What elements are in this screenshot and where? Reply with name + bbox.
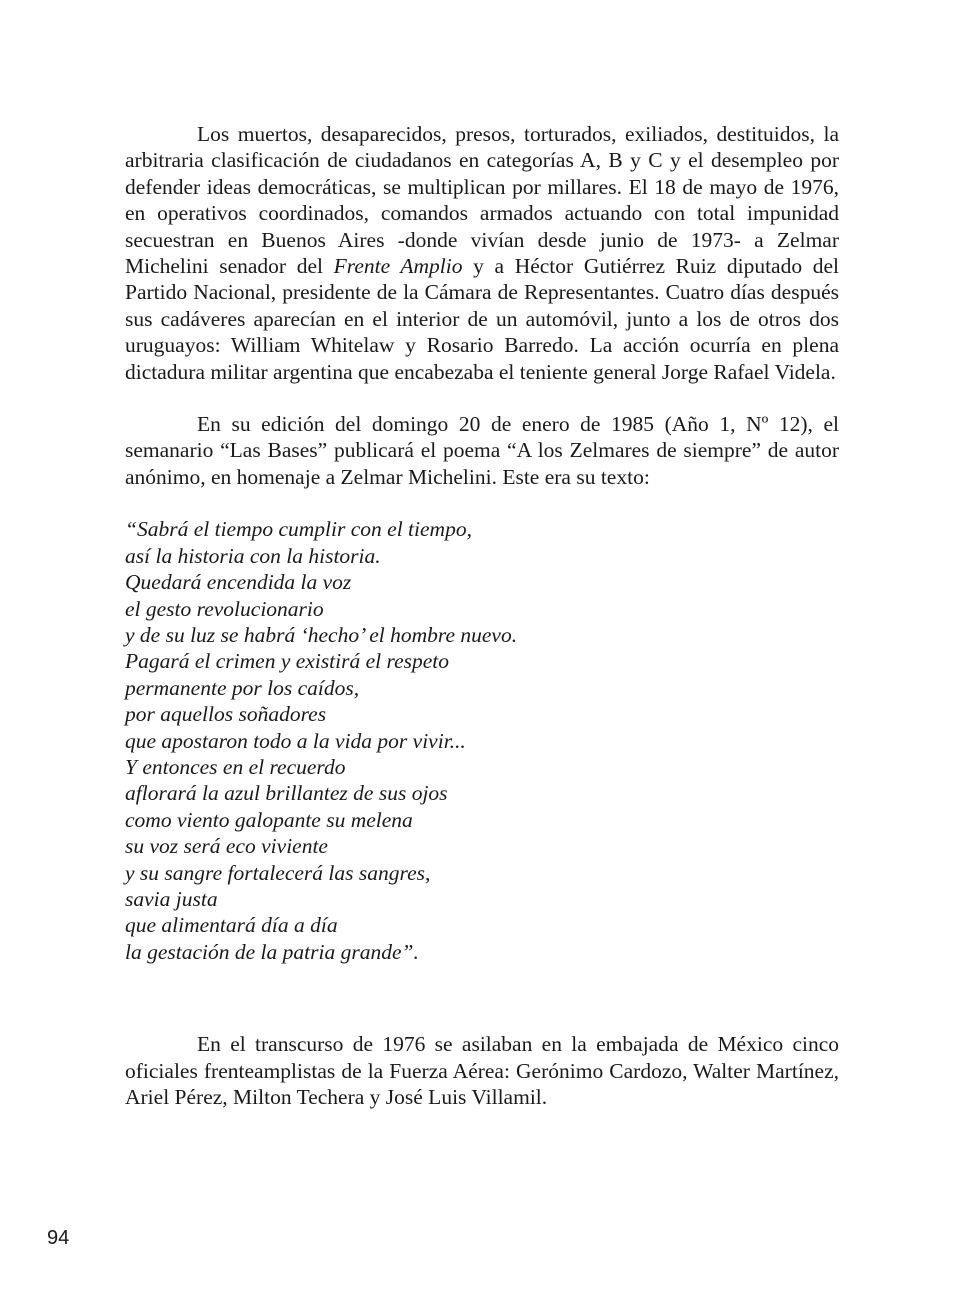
poem-line: como viento galopante su melena — [125, 807, 413, 832]
page-body — [125, 121, 839, 1110]
poem-line: el gesto revolucionario — [125, 596, 324, 621]
paragraph-dictatorship-victims — [125, 121, 839, 385]
frente-amplio-italic: Frente Amplio — [333, 254, 463, 279]
poem-line: que apostaron todo a la vida por vivir... — [125, 728, 466, 753]
poem-line: así la historia con la historia. — [125, 543, 381, 568]
poem-line: Y entonces en el recuerdo — [125, 754, 346, 779]
poem-line: y su sangre fortalecerá las sangres, — [125, 860, 431, 885]
paragraph-1-text-start: Los muertos, desaparecidos, presos, torturados, exiliados, destituidos, la arbitraria clasificación de ciudadanos en categorías A, B y C y el desempleo por defender ideas democráticas, se multiplican por millares. El 18 de mayo de 1976, en operativos coordinados, comandos armados actuando con total impunidad secuestran en Buenos Aires -donde vivían desde junio de 1973- a Zelmar Michelini senador del — [125, 122, 839, 279]
poem-line: y de su luz se habrá ‘hecho’ el hombre nuevo. — [125, 622, 518, 647]
poem-line: aflorará la azul brillantez de sus ojos — [125, 781, 448, 806]
poem-line: “Sabrá el tiempo cumplir con el tiempo, — [125, 517, 472, 542]
poem-line: por aquellos soñadores — [125, 702, 327, 727]
poem-line: Pagará el crimen y existirá el respeto — [125, 649, 450, 674]
poem-line: savia justa — [125, 886, 218, 911]
poem-a-los-zelmares — [125, 516, 839, 965]
paragraph-1-text-end: y a Héctor Gutiérrez Ruiz diputado del Partido Nacional, presidente de la Cámara de Representantes. Cuatro días después sus cadáveres aparecían en el interior de un automóvil, junto a los de otros dos uruguayos: William Whitelaw y Rosario Barredo. La acción ocurría en plena dictadura militar argentina que encabezaba el teniente general Jorge Rafael Videla. — [125, 254, 839, 384]
poem-line: la gestación de la patria grande”. — [125, 939, 419, 964]
poem-line: permanente por los caídos, — [125, 675, 360, 700]
paragraph-las-bases: En su edición del domingo 20 de enero de 1985 (Año 1, Nº 12), el semanario “Las Bases” publicará el poema “A los Zelmares de siempre” de autor anónimo, en homenaje a Zelmar Michelini. Este era su texto: — [125, 412, 839, 489]
poem-line: que alimentará día a día — [125, 913, 338, 938]
paragraph-embajada-mexico: En el transcurso de 1976 se asilaban en la embajada de México cinco oficiales frenteamplistas de la Fuerza Aérea: Gerónimo Cardozo, Walter Martínez, Ariel Pérez, Milton Techera y José Luis Villamil. — [125, 1032, 839, 1109]
poem-line: su voz será eco viviente — [125, 834, 328, 859]
poem-line: Quedará encendida la voz — [125, 570, 352, 595]
page-number: 94 — [47, 1227, 70, 1249]
